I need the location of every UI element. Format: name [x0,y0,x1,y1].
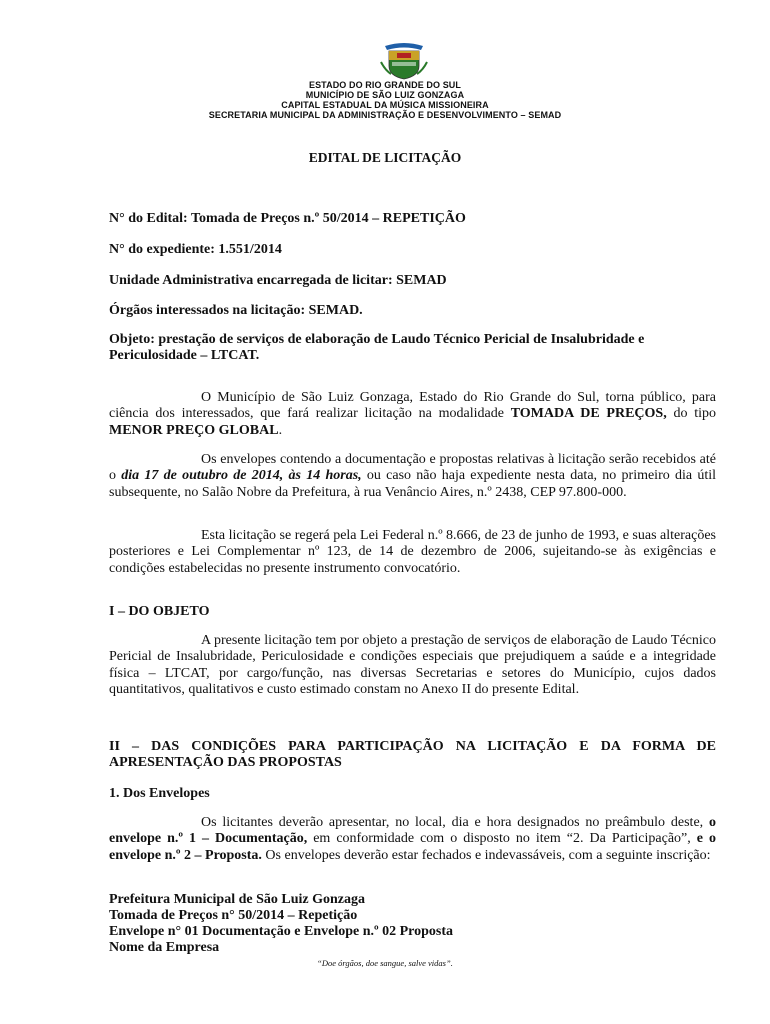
section-2-subheading: 1. Dos Envelopes [109,786,210,801]
administrative-unit: Unidade Administrativa encarregada de licitar: SEMAD [109,273,447,288]
section-1-heading: I – DO OBJETO [109,604,210,619]
intro-paragraph-3: Esta licitação se regerá pela Lei Federal n.º 8.666, de 23 de junho de 1993, e suas alterações posteriores e Lei Complementar nº 123, de 14 de dezembro de 2006, sujeitando-se às exigências e condições estabelecidas no presente instrumento convocatório. [109,528,716,576]
section-2-heading: II – DAS CONDIÇÕES PARA PARTICIPAÇÃO NA LICITAÇÃO E DA FORMA DE APRESENTAÇÃO DAS PROPOSTAS [109,739,716,771]
expediente-number: N° do expediente: 1.551/2014 [109,242,282,257]
intro-paragraph-2: Os envelopes contendo a documentação e propostas relativas à licitação serão recebidos até o dia 17 de outubro de 2014, às 14 horas, ou caso não haja expediente nesta data, no primeiro dia útil subsequente, no Salão Nobre da Prefeitura, à rua Venâncio Aires, n.º 2438, CEP 97.800-000. [109,452,717,500]
object-line-2: Periculosidade – LTCAT. [109,348,260,363]
header-secretariat: SECRETARIA MUNICIPAL DA ADMINISTRAÇÃO E DESENVOLVIMENTO – SEMAD [208,110,562,120]
interested-bodies: Órgãos interessados na licitação: SEMAD. [109,303,363,318]
header-capital: CAPITAL ESTADUAL DA MÚSICA MISSIONEIRA [281,100,489,110]
inscription-line-4: Nome da Empresa [109,940,220,955]
header-municipality: MUNICÍPIO DE SÃO LUIZ GONZAGA [305,90,465,100]
municipal-coat-of-arms-icon [375,38,433,80]
edital-number: N° do Edital: Tomada de Preços n.º 50/2014 – REPETIÇÃO [109,211,466,226]
intro-paragraph-1: O Município de São Luiz Gonzaga, Estado do Rio Grande do Sul, torna público, para ciência dos interessados, que fará realizar licitação na modalidade TOMADA DE PREÇOS, do tipo MENOR PREÇO GLOBAL. [109,390,716,438]
inscription-line-2: Tomada de Preços n° 50/2014 – Repetição [109,908,358,923]
inscription-line-1: Prefeitura Municipal de São Luiz Gonzaga [109,892,366,907]
inscription-line-3: Envelope n° 01 Documentação e Envelope n.º 02 Proposta [109,924,454,939]
header-state: ESTADO DO RIO GRANDE DO SUL [308,80,462,90]
section-2-text: Os licitantes deverão apresentar, no local, dia e hora designados no preâmbulo deste, o envelope n.º 1 – Documentação, em conformidade com o disposto no item “2. Da Participação”, e o envelope n.º 2 – Proposta. Os envelopes deverão estar fechados e indevassáveis, com a seguinte inscrição: [109,815,716,863]
footer-slogan: “Doe órgãos, doe sangue, salve vidas”. [317,958,453,968]
section-1-text: A presente licitação tem por objeto a prestação de serviços de elaboração de Laudo Técnico Pericial de Insalubridade, Periculosidade e condições especiais que prejudiquem a saúde e a integridade física – LTCAT, por cargo/função, nas diversas Secretarias e setores do Município, cujos dados quantitativos, qualitativos e custo estimado constam no Anexo II do presente Edital. [109,633,716,698]
document-title: EDITAL DE LICITAÇÃO [308,150,462,165]
object-line-1: Objeto: prestação de serviços de elaboração de Laudo Técnico Pericial de Insalubridade e [109,332,645,347]
